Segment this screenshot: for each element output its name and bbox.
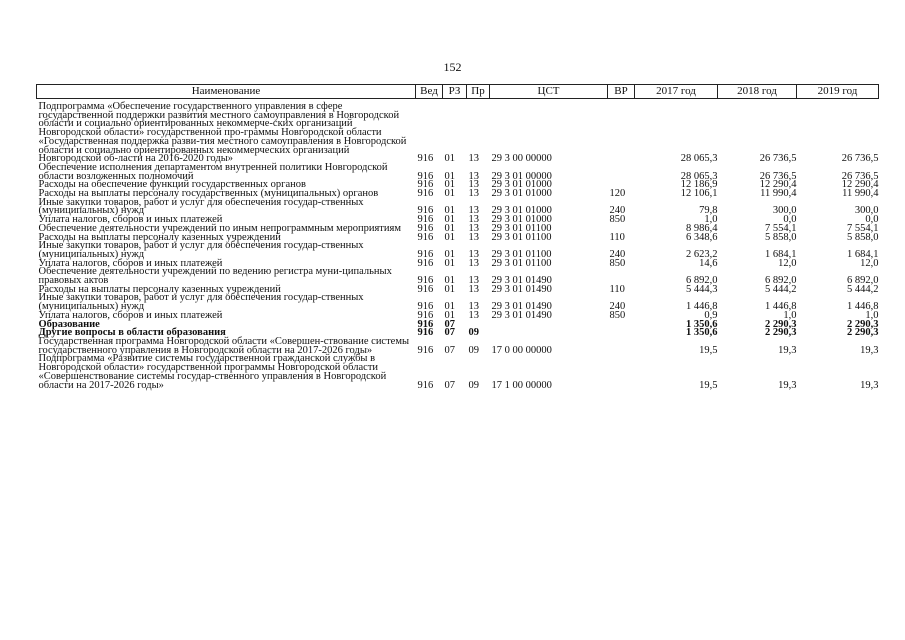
cell-pr: 09 xyxy=(468,379,479,391)
cell-rz: 01 xyxy=(444,222,455,234)
cell-rz: 01 xyxy=(444,153,455,165)
cell-2018: 12 290,4 xyxy=(759,179,797,191)
cell-rz: 01 xyxy=(444,275,455,287)
cell-2019: 7 554,1 xyxy=(847,222,879,234)
cell-rz: 01 xyxy=(444,170,455,182)
cell-vr xyxy=(608,355,635,390)
cell-vr xyxy=(608,329,635,338)
cell-2019: 1 684,1 xyxy=(847,248,879,260)
cell-ved: 916 xyxy=(417,301,434,313)
cell-cst: 29 3 01 01100 xyxy=(491,231,552,243)
cell-vr: 850 xyxy=(609,214,626,226)
cell-name: Образование xyxy=(38,318,100,330)
cell-rz: 07 xyxy=(444,379,455,391)
table-row xyxy=(37,103,879,164)
cell-cst: 29 3 01 01000 xyxy=(491,188,552,200)
cell-name: Уплата налогов, сборов и иных платежей xyxy=(38,257,223,269)
cell-ved: 916 xyxy=(417,222,434,234)
cell-vr: 240 xyxy=(609,248,626,260)
cell-2017: 5 444,3 xyxy=(686,283,718,295)
cell-pr: 09 xyxy=(468,327,479,339)
cell-rz: 07 xyxy=(444,344,455,356)
cell-2019: 2 290,3 xyxy=(847,318,879,330)
cell-pr: 13 xyxy=(468,153,479,165)
cell-2017: 0,9 xyxy=(704,309,718,321)
cell-2019: 1 446,8 xyxy=(847,301,879,313)
cell-rz: 01 xyxy=(444,309,455,321)
cell-2019: 26 736,5 xyxy=(841,170,879,182)
cell-2018: 1 684,1 xyxy=(765,248,797,260)
cell-2018: 1,0 xyxy=(783,309,797,321)
cell-vr xyxy=(608,164,635,181)
cell-2018: 26 736,5 xyxy=(759,170,797,182)
cell-name: Иные закупки товаров, работ и услуг для обеспечения государ-ственных (муниципальных) нужд xyxy=(38,240,364,260)
cell-pr: 13 xyxy=(468,179,479,191)
cell-cst: 29 3 01 01000 xyxy=(491,214,552,226)
cell-pr: 13 xyxy=(468,205,479,217)
cell-2018: 12,0 xyxy=(778,257,797,269)
cell-2018: 6 892,0 xyxy=(765,275,797,287)
page-number: 152 xyxy=(443,60,462,74)
cell-pr: 13 xyxy=(468,170,479,182)
cell-name: Подпрограмма «Развитие системы государственной гражданской службы в Новгородской области» государственной программы Новгородской области «Совершенствование системы государ-ственного управления в Новгородской области на 2017-2026 годы» xyxy=(38,353,387,391)
cell-ved: 916 xyxy=(417,283,434,295)
cell-2018: 2 290,3 xyxy=(765,318,797,330)
cell-ved: 916 xyxy=(417,205,434,217)
cell-vr: 850 xyxy=(609,309,626,321)
table-row xyxy=(37,355,879,390)
cell-ved: 916 xyxy=(417,327,434,339)
cell-name: Государственная программа Новгородской области «Совершен-ствование системы государственного управления в Новгородской области на 2017-2026 годы» xyxy=(38,335,410,356)
cell-pr: 09 xyxy=(468,344,479,356)
cell-rz: 01 xyxy=(444,179,455,191)
cell-pr: 13 xyxy=(468,301,479,313)
cell-cst: 29 3 01 01000 xyxy=(491,179,552,191)
cell-name: Расходы на выплаты персоналу казенных учреждений xyxy=(38,283,281,295)
cell-2017: 1,0 xyxy=(704,214,718,226)
cell-pr: 13 xyxy=(468,188,479,200)
cell-2018: 2 290,3 xyxy=(765,327,797,339)
cell-ved: 916 xyxy=(417,344,434,356)
cell-ved: 916 xyxy=(417,231,434,243)
cell-2017: 8 986,4 xyxy=(686,222,718,234)
cell-name: Другие вопросы в области образования xyxy=(38,327,226,339)
cell-rz: 01 xyxy=(444,205,455,217)
cell-rz: 01 xyxy=(444,301,455,313)
cell-name: Обеспечение деятельности учреждений по ведению регистра муни-ципальных правовых актов xyxy=(38,266,392,287)
budget-table xyxy=(36,84,879,390)
column-header-2019: 2019 год xyxy=(797,85,879,99)
column-header-ved: Вед xyxy=(416,85,443,99)
cell-cst: 29 3 00 00000 xyxy=(491,153,552,165)
cell-2018: 300,0 xyxy=(772,205,797,217)
cell-pr: 13 xyxy=(468,283,479,295)
cell-2019: 11 990,4 xyxy=(842,188,879,200)
cell-cst xyxy=(490,329,608,338)
cell-rz: 01 xyxy=(444,248,455,260)
cell-pr: 13 xyxy=(468,275,479,287)
cell-name: Расходы на выплаты персоналу казенных учреждений xyxy=(38,231,281,243)
cell-cst: 29 3 01 00000 xyxy=(491,170,552,182)
table-row xyxy=(37,312,879,321)
cell-2018: 1 446,8 xyxy=(765,301,797,313)
cell-2017: 28 065,3 xyxy=(680,153,718,165)
cell-vr: 120 xyxy=(609,188,626,200)
cell-2017: 1 350,6 xyxy=(686,318,718,330)
cell-cst: 29 3 01 01490 xyxy=(491,283,552,295)
cell-2019: 6 892,0 xyxy=(847,275,879,287)
cell-pr: 13 xyxy=(468,214,479,226)
cell-2018: 26 736,5 xyxy=(759,153,797,165)
cell-cst: 29 3 01 01100 xyxy=(491,257,552,269)
cell-vr xyxy=(608,321,635,330)
cell-vr: 110 xyxy=(609,283,625,295)
cell-vr: 240 xyxy=(609,301,626,313)
column-header-rz: РЗ xyxy=(443,85,467,99)
cell-vr xyxy=(608,338,635,355)
cell-name: Обеспечение исполнения департаментом внутренней политики Новгородской области возложенных полномочий xyxy=(38,161,388,182)
column-header-2017: 2017 год xyxy=(635,85,718,99)
column-header-vr: ВР xyxy=(608,85,635,99)
cell-2019: 0,0 xyxy=(865,214,879,226)
cell-name: Уплата налогов, сборов и иных платежей xyxy=(38,214,223,226)
cell-pr: 13 xyxy=(468,231,479,243)
cell-cst: 29 3 01 01100 xyxy=(491,248,552,260)
cell-vr: 240 xyxy=(609,205,626,217)
cell-ved: 916 xyxy=(417,379,434,391)
cell-2019: 12,0 xyxy=(860,257,879,269)
cell-ved: 916 xyxy=(417,275,434,287)
cell-cst: 17 0 00 00000 xyxy=(491,344,552,356)
cell-2017: 1 350,6 xyxy=(686,327,718,339)
cell-ved: 916 xyxy=(417,309,434,321)
cell-2018: 0,0 xyxy=(783,214,797,226)
cell-name: Иные закупки товаров, работ и услуг для обеспечения государ-ственных (муниципальных) нужд xyxy=(38,292,364,313)
cell-rz: 01 xyxy=(444,283,455,295)
cell-2019: 5 858,0 xyxy=(847,231,879,243)
cell-pr: 13 xyxy=(468,222,479,234)
cell-2017: 12 186,9 xyxy=(680,179,718,191)
cell-2017: 2 623,2 xyxy=(686,248,718,260)
cell-2017: 6 892,0 xyxy=(686,275,718,287)
cell-vr xyxy=(608,103,635,164)
cell-name: Расходы на обеспечение функций государственных органов xyxy=(38,179,306,191)
cell-2017: 28 065,3 xyxy=(680,170,718,182)
cell-2019: 12 290,4 xyxy=(841,179,879,191)
cell-rz: 01 xyxy=(444,188,455,200)
cell-pr: 13 xyxy=(468,257,479,269)
cell-2018: 19,3 xyxy=(778,344,797,356)
cell-cst: 17 1 00 00000 xyxy=(491,379,552,391)
table-body xyxy=(37,99,879,391)
cell-2017: 12 106,1 xyxy=(680,188,718,200)
cell-2017: 6 348,6 xyxy=(686,231,718,243)
cell-vr: 110 xyxy=(609,231,625,243)
column-header-2018: 2018 год xyxy=(718,85,797,99)
cell-vr: 850 xyxy=(609,257,626,269)
cell-2019: 1,0 xyxy=(865,309,879,321)
cell-pr: 13 xyxy=(468,309,479,321)
cell-rz: 07 xyxy=(444,318,455,330)
cell-pr: 13 xyxy=(468,248,479,260)
cell-2017: 19,5 xyxy=(699,344,718,356)
cell-2017: 14,6 xyxy=(699,257,718,269)
cell-cst: 29 3 01 01490 xyxy=(491,275,552,287)
cell-2017: 79,8 xyxy=(699,205,718,217)
cell-name: Обеспечение деятельности учреждений по иным непрограммным мероприятиям xyxy=(38,222,401,234)
cell-2019: 19,3 xyxy=(860,344,879,356)
cell-2019: 2 290,3 xyxy=(847,327,879,339)
column-header-name: Наименование xyxy=(37,85,416,99)
cell-2017: 1 446,8 xyxy=(686,301,718,313)
column-header-pr: Пр xyxy=(467,85,490,99)
cell-2019: 300,0 xyxy=(854,205,879,217)
cell-ved: 916 xyxy=(417,170,434,182)
cell-ved: 916 xyxy=(417,179,434,191)
cell-name: Расходы на выплаты персоналу государственных (муниципальных) органов xyxy=(38,188,379,200)
cell-ved: 916 xyxy=(417,248,434,260)
cell-2019: 19,3 xyxy=(860,379,879,391)
cell-rz: 01 xyxy=(444,231,455,243)
cell-ved: 916 xyxy=(417,214,434,226)
cell-ved: 916 xyxy=(417,257,434,269)
cell-name: Иные закупки товаров, работ и услуг для обеспечения государ-ственных (муниципальных) нужд xyxy=(38,196,364,217)
cell-2018: 5 444,2 xyxy=(765,283,797,295)
cell-2019: 26 736,5 xyxy=(841,153,879,165)
cell-name: Подпрограмма «Обеспечение государственного управления в сфере государственной поддержки развития местного самоуправления в Новгородской области и социально ориентированных некоммерче-ских организаций Новгородской области» государственной про-граммы Новгородской области «Государственная поддержка разви-тия местного самоуправления в Новгородской области и социально ориентированных некоммерческих организаций Новгородской об-ласти на 2016-2020 годы» xyxy=(38,101,407,165)
cell-2017: 19,5 xyxy=(699,379,718,391)
cell-2018: 11 990,4 xyxy=(760,188,797,200)
cell-2019: 5 444,2 xyxy=(847,283,879,295)
cell-cst xyxy=(490,321,608,330)
cell-ved: 916 xyxy=(417,318,434,330)
cell-cst: 29 3 01 01100 xyxy=(491,222,552,234)
table-header xyxy=(37,85,879,99)
cell-2018: 19,3 xyxy=(778,379,797,391)
cell-cst: 29 3 01 01490 xyxy=(491,301,552,313)
cell-cst: 29 3 01 01490 xyxy=(491,309,552,321)
cell-rz: 01 xyxy=(444,214,455,226)
cell-ved: 916 xyxy=(417,153,434,165)
cell-2018: 5 858,0 xyxy=(765,231,797,243)
column-header-cst: ЦСТ xyxy=(490,85,608,99)
cell-ved: 916 xyxy=(417,188,434,200)
cell-2018: 7 554,1 xyxy=(765,222,797,234)
cell-rz: 01 xyxy=(444,257,455,269)
cell-cst: 29 3 01 01000 xyxy=(491,205,552,217)
cell-rz: 07 xyxy=(444,327,455,339)
cell-name: Уплата налогов, сборов и иных платежей xyxy=(38,309,223,321)
